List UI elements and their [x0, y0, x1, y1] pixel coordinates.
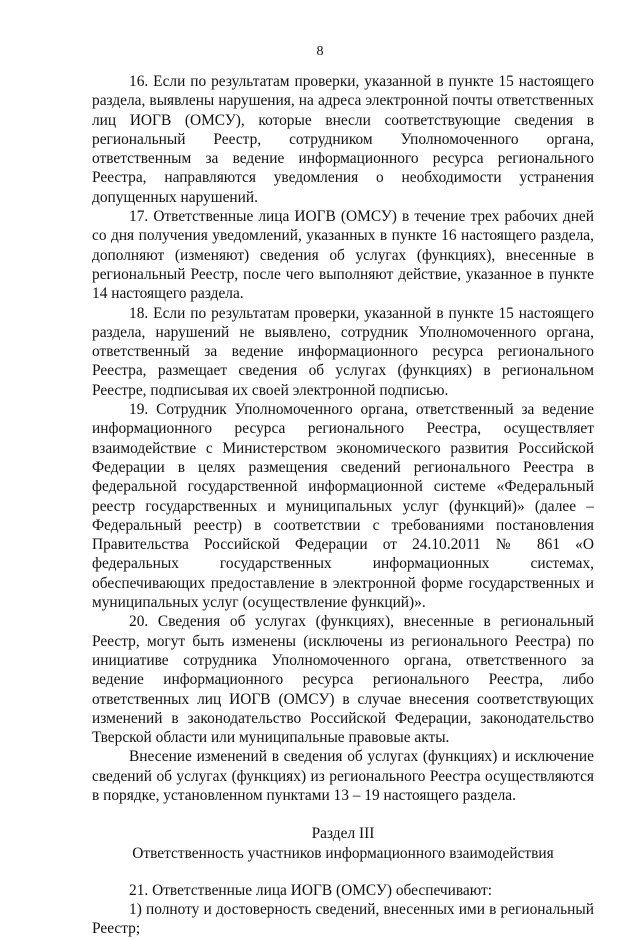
spacer [92, 863, 594, 881]
paragraph-amendments: Внесение изменений в сведения об услугах (функциях) и исключение сведений об услугах (функциях) из регионального Реестра осуществляются в порядке, установленном пунктами 13 – 19 настоящего раздела. [92, 748, 594, 804]
section-title: Ответственность участников информационного взаимодействия [132, 844, 554, 862]
paragraph-18: 18. Если по результатам проверки, указанной в пункте 15 настоящего раздела, нарушений не выявлено, сотрудник Уполномоченного органа, ответственный за ведение информационного ресурса регионального Реестра, размещает сведения об услугах (функциях) в региональном Реестре, подписывая их своей электронной подписью. [92, 304, 594, 399]
document-body [92, 72, 594, 939]
paragraph-19: 19. Сотрудник Уполномоченного органа, ответственный за ведение информационного ресурса регионального Реестра, осуществляет взаимодействие с Министерством экономического развития Российской Федерации в целях размещения сведений регионального Реестра в федеральной государственной информационной системе «Федеральный реестр государственных и муниципальных услуг (функций)» (далее – Федеральный реестр) в соответствии с требованиями постановления Правительства Российской Федерации от 24.10.2011 № 861 «О федеральных государственных информационных системах, обеспечивающих предоставление в электронной форме государственных и муниципальных услуг (осуществление функций)». [92, 401, 594, 612]
spacer [92, 805, 594, 824]
section-number: Раздел III [311, 825, 375, 843]
paragraph-20: 20. Сведения об услугах (функциях), внесенные в региональный Реестр, могут быть изменены (исключены из регионального Реестра) по инициативе сотрудника Уполномоченного органа, ответственного за ведение информационного ресурса регионального Реестра, либо ответственных лиц ИОГВ (ОМСУ) в случае внесения соответствующих изменений в законодательство Российской Федерации, законодательство Тверской области или муниципальные правовые акты. [92, 613, 594, 747]
paragraph-17: 17. Ответственные лица ИОГВ (ОМСУ) в течение трех рабочих дней со дня получения уведомлений, указанных в пункте 16 настоящего раздела, дополняют (изменяют) сведения об услугах (функциях), внесенные в региональный Реестр, после чего выполняют действие, указанное в пункте 14 настоящего раздела. [92, 208, 594, 303]
page-number: 8 [316, 44, 324, 59]
list-item-1: 1) полноту и достоверность сведений, внесенных ими в региональный Реестр; [92, 901, 594, 938]
paragraph-21: 21. Ответственные лица ИОГВ (ОМСУ) обеспечивают: [129, 881, 493, 899]
paragraph-16: 16. Если по результатам проверки, указанной в пункте 15 настоящего раздела, выявлены нарушения, на адреса электронной почты ответственных лиц ИОГВ (ОМСУ), которые внесли соответствующие сведения в региональный Реестр, сотрудником Уполномоченного органа, ответственным за ведение информационного ресурса регионального Реестра, направляются уведомления о необходимости устранения допущенных нарушений. [92, 73, 594, 206]
